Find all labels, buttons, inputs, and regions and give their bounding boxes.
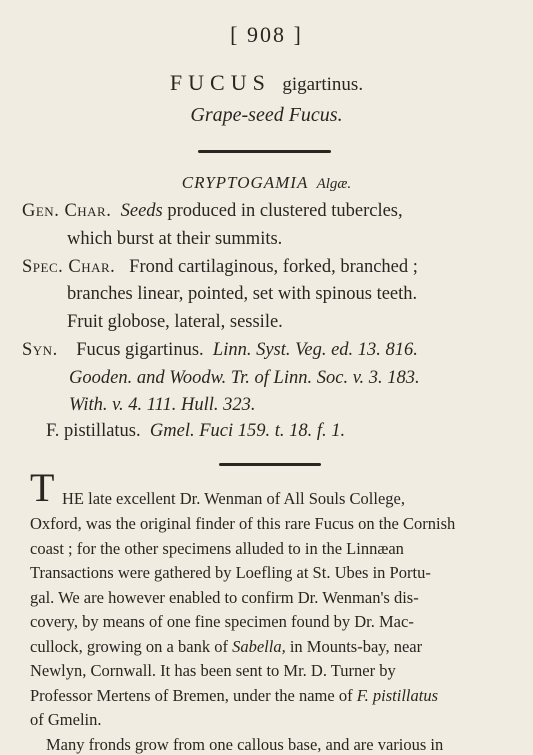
body-line8: Newlyn, Cornwall. It has been sent to Mr. D. Turner by	[30, 661, 396, 680]
body-line1: HE late excellent Dr. Wenman of All Souls College,	[62, 489, 405, 508]
body-line3: coast ; for the other specimens alluded to in the Linnæan	[30, 539, 404, 558]
spec-char-text: Frond cartilaginous, forked, branched ;	[129, 257, 418, 277]
body-line6: covery, by means of one fine specimen found by Dr. Mac-	[30, 612, 414, 631]
body-line9	[30, 686, 438, 706]
drop-cap: T	[30, 465, 55, 510]
body-line2: Oxford, was the original finder of this rare Fucus on the Cornish	[30, 514, 456, 533]
gen-char-line2: which burst at their summits.	[67, 229, 283, 249]
gen-char-label: Gen. Char.	[22, 201, 112, 221]
species-title	[0, 70, 533, 96]
body-line4: Transactions were gathered by Loefling at St. Ubes in Portu-	[30, 563, 431, 582]
syn1-ref: Linn. Syst. Veg. ed. 13. 816.	[212, 340, 418, 360]
section-rule	[219, 463, 321, 466]
page-number: [ 908 ]	[230, 22, 303, 47]
species-epithet: gigartinus.	[282, 74, 364, 95]
syn-label: Syn.	[22, 340, 58, 360]
body-line9-italic: F. pistillatus	[356, 686, 439, 705]
syn4-ref: Gmel. Fuci 159. t. 18. f. 1.	[149, 421, 346, 441]
gen-char-text: produced in clustered tubercles,	[167, 201, 403, 221]
spec-char-line3: Fruit globose, lateral, sessile.	[67, 312, 283, 332]
order-label: Algæ.	[316, 176, 352, 192]
synonym-line2: Gooden. and Woodw. Tr. of Linn. Soc. v. 3. 183.	[69, 368, 420, 388]
body-line5: gal. We are however enabled to confirm Dr. Wenman's dis-	[30, 588, 419, 607]
spec-char-line1	[22, 257, 418, 278]
syn4-name: F. pistillatus.	[46, 421, 141, 441]
body-line7-italic: Sabella,	[232, 637, 286, 656]
synonym-line3: With. v. 4. 111. Hull. 323.	[69, 395, 256, 415]
common-name: Grape-seed Fucus.	[190, 104, 343, 126]
genus-name: FUCUS	[169, 70, 271, 95]
body-line9-a: Professor Mertens of Bremen, under the name of	[30, 686, 353, 705]
synonym-line1	[22, 340, 418, 361]
syn1-name: Fucus gigartinus.	[76, 340, 204, 360]
class-label: CRYPTOGAMIA	[181, 173, 309, 192]
gen-char-line1	[22, 201, 403, 222]
spec-char-line2: branches linear, pointed, set with spinous teeth.	[67, 284, 418, 304]
body-line7-b: in Mounts-bay, near	[289, 637, 423, 656]
gen-char-emph: Seeds	[120, 201, 163, 221]
body-line7-a: cullock, growing on a bank of	[30, 637, 228, 656]
classification-line	[0, 173, 533, 193]
body-line10: of Gmelin.	[30, 710, 102, 729]
spec-char-label: Spec. Char.	[22, 257, 116, 277]
body-line7	[30, 637, 422, 657]
title-rule	[198, 150, 331, 153]
body-line11: Many fronds grow from one callous base, and are various in	[46, 735, 444, 754]
synonym-line4	[46, 421, 345, 442]
